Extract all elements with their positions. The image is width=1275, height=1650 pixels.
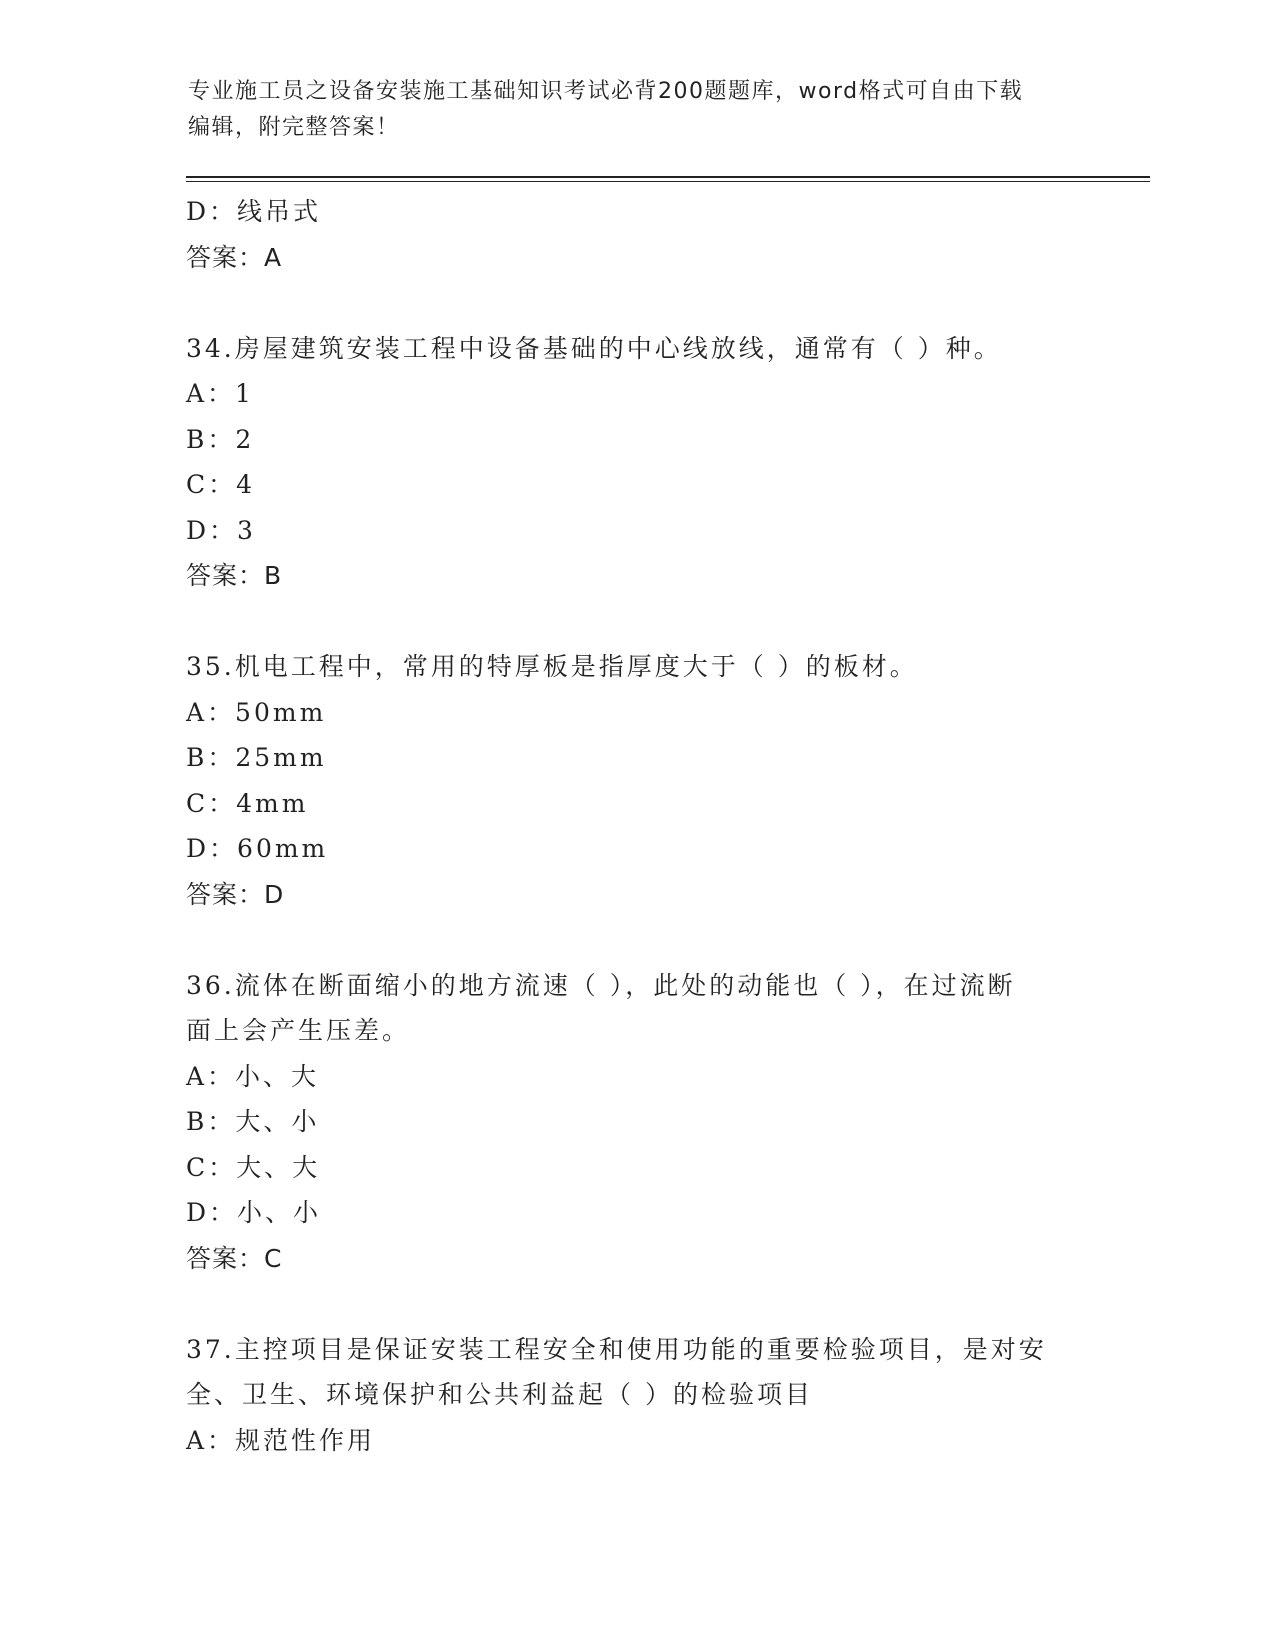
answer-line: 答案：C	[186, 1243, 283, 1273]
option-c: C：4mm	[186, 788, 309, 818]
option-a: A：1	[186, 379, 254, 408]
header-divider-thin	[186, 181, 1150, 182]
question-stem-line-1: 37.主控项目是保证安装工程安全和使用功能的重要检验项目，是对安	[186, 1334, 1047, 1364]
option-a: A：小、大	[186, 1061, 320, 1091]
spacer	[186, 599, 1086, 645]
option-c: C：大、大	[186, 1152, 321, 1182]
option-c: C：4	[186, 470, 256, 499]
question-content	[186, 189, 1086, 1463]
option-a: A：规范性作用	[186, 1425, 376, 1455]
option-a: A：50mm	[186, 697, 327, 727]
option-b: B：2	[186, 424, 255, 454]
answer-line: 答案：D	[186, 879, 285, 909]
question-stem-line-2: 面上会产生压差。	[186, 1016, 411, 1045]
option-b: B：25mm	[186, 743, 327, 772]
answer-line: 答案：A	[186, 242, 283, 272]
question-34	[186, 326, 1086, 599]
spacer	[186, 1281, 1086, 1327]
question-stem: 35.机电工程中，常用的特厚板是指厚度大于（ ）的板材。	[186, 652, 918, 681]
question-stem: 34.房屋建筑安装工程中设备基础的中心线放线，通常有（ ）种。	[186, 333, 1002, 363]
question-37	[186, 1327, 1086, 1464]
option-d: D：小、小	[186, 1198, 322, 1227]
option-d: D：60mm	[186, 834, 329, 863]
header-divider	[186, 176, 1150, 178]
option-b: B：大、小	[186, 1107, 320, 1136]
document-header	[188, 74, 1068, 146]
question-36	[186, 963, 1086, 1282]
spacer	[186, 280, 1086, 326]
header-title-line-2: 编辑，附完整答案！	[188, 115, 400, 140]
question-35	[186, 644, 1086, 917]
question-stem-line-1: 36.流体在断面缩小的地方流速（ ），此处的动能也（ ），在过流断	[186, 970, 1016, 1000]
header-title-line-1: 专业施工员之设备安装施工基础知识考试必背200题题库，word格式可自由下载	[188, 79, 1024, 104]
question-stem-line-2: 全、卫生、环境保护和公共利益起（ ）的检验项目	[186, 1380, 813, 1409]
option-d: D：线吊式	[186, 197, 322, 226]
option-d: D：3	[186, 515, 256, 545]
answer-line: 答案：B	[186, 561, 283, 590]
spacer	[186, 917, 1086, 963]
